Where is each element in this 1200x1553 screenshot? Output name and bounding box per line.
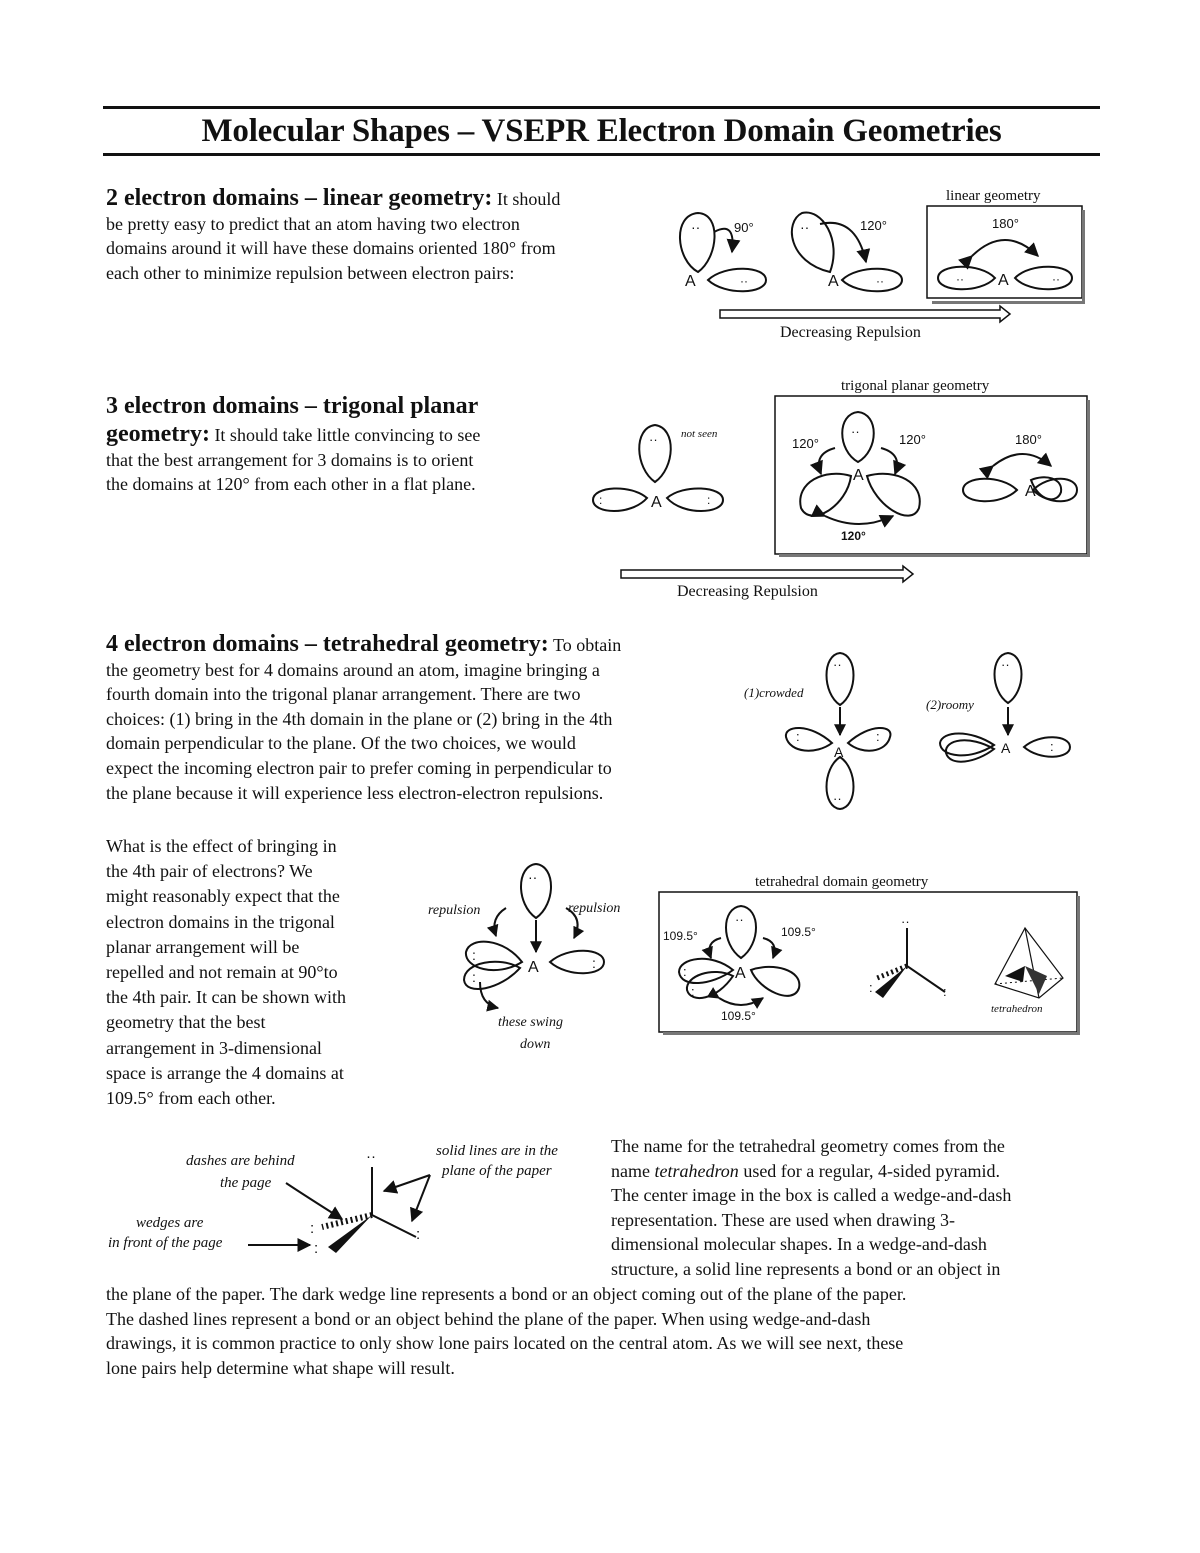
svg-text:109.5°: 109.5° bbox=[721, 1009, 756, 1023]
atom-a-label: A bbox=[685, 273, 696, 290]
svg-text:A: A bbox=[834, 744, 844, 760]
lobe bbox=[792, 212, 834, 272]
tetrahedral-box-figure bbox=[655, 866, 1085, 1046]
section-4-text: 4 electron domains – tetrahedral geometry: To obtain the geometry best for 4 domains around an atom, imagine bringing a fourth domain into the trigonal planar arrangement. There are two choices: (1) bring in the 4th domain in the plane or (2) bring in the 4th domain perpendicular to the plane. Of the two choices, we would expect the incoming electron pair to prefer coming in perpendicular to the plane because it will experience less electron-electron repulsions. bbox=[106, 631, 622, 803]
lobe bbox=[963, 479, 1017, 502]
svg-text::: : bbox=[592, 955, 596, 971]
repulsion-left-label: repulsion bbox=[428, 903, 481, 918]
svg-text:··: ·· bbox=[1001, 657, 1010, 672]
crowded-roomy-figure bbox=[740, 645, 1090, 815]
repulsion-figure bbox=[420, 860, 650, 1060]
tetrahedral-box-title: tetrahedral domain geometry bbox=[755, 874, 929, 890]
linear-geometry-figure bbox=[670, 180, 1110, 350]
svg-text::: : bbox=[472, 969, 476, 985]
svg-text:A: A bbox=[998, 272, 1009, 289]
section-2-heading: 2 electron domains – linear geometry: bbox=[106, 185, 493, 211]
svg-text:··: ·· bbox=[851, 424, 860, 439]
svg-text:··: ·· bbox=[528, 869, 538, 885]
svg-text::: : bbox=[416, 1226, 421, 1243]
svg-text::: : bbox=[310, 1220, 315, 1237]
svg-text:··: ·· bbox=[649, 432, 658, 447]
svg-text:109.5°: 109.5° bbox=[781, 925, 816, 939]
svg-text:··: ·· bbox=[876, 274, 884, 288]
section-4-heading: 4 electron domains – tetrahedral geometry: bbox=[106, 631, 549, 657]
svg-text:··: ·· bbox=[735, 912, 744, 927]
trigonal-planar-figure bbox=[585, 370, 1105, 605]
page-title: Molecular Shapes – VSEPR Electron Domain Geometries bbox=[201, 113, 1002, 149]
svg-text:A: A bbox=[853, 467, 864, 484]
dashes-label-1: dashes are behind bbox=[186, 1153, 295, 1169]
svg-text:A: A bbox=[1025, 483, 1036, 500]
tetrahedron-label: tetrahedron bbox=[991, 1003, 1043, 1015]
lobe bbox=[938, 267, 995, 290]
svg-text:A: A bbox=[1001, 740, 1011, 756]
svg-text::: : bbox=[314, 1240, 319, 1257]
svg-text::: : bbox=[869, 980, 873, 995]
svg-text:A: A bbox=[528, 959, 539, 976]
angle-180-label: 180° bbox=[1015, 432, 1042, 447]
linear-box-title: linear geometry bbox=[946, 188, 1041, 204]
solid-label-2: plane of the paper bbox=[442, 1163, 552, 1179]
repulsion-right-label: repulsion bbox=[568, 901, 621, 916]
svg-text:··: ·· bbox=[740, 274, 748, 288]
svg-text:120°: 120° bbox=[792, 436, 819, 451]
svg-text::: : bbox=[943, 984, 947, 999]
svg-text:··: ·· bbox=[901, 914, 910, 929]
svg-text::: : bbox=[472, 947, 476, 963]
swing-label-2: down bbox=[520, 1037, 551, 1052]
svg-text:A: A bbox=[735, 965, 746, 982]
final-paragraph-right: The name for the tetrahedral geometry comes from the name tetrahedron used for a regular, 4-sided pyramid. The center image in the box is called a wedge-and-dash representation. These are used when drawing 3- dimensional molecular shapes. In a wedge-and-dash structure, a solid line represents a bond or an object in bbox=[611, 1136, 1012, 1279]
svg-text:··: ·· bbox=[833, 657, 842, 672]
svg-text:··: ·· bbox=[800, 219, 810, 235]
svg-text:··: ·· bbox=[833, 791, 842, 806]
effect-text: What is the effect of bringing in the 4th pair of electrons? We might reasonably expect that the electron domains in the trigonal planar arrangement will be repelled and not remain at 90°to the 4th pair. It can be shown with geometry that the best arrangement in 3-dimensional space is arrange the 4 domains at 109.5° from each other. bbox=[106, 836, 346, 1109]
svg-text::: : bbox=[707, 493, 711, 507]
section-2-text: 2 electron domains – linear geometry: It should be pretty easy to predict that an atom having two electron domains around it will have these domains oriented 180° from each other to minimize repulsion between electron pairs: bbox=[106, 185, 561, 283]
svg-text:··: ·· bbox=[366, 1148, 376, 1165]
angle-120-label: 120° bbox=[860, 218, 887, 233]
title-underline bbox=[103, 153, 1100, 156]
crowded-label: (1)crowded bbox=[744, 685, 804, 700]
section-3-text: 3 electron domains – trigonal planar geometry: It should take little convincing to see that the best arrangement for 3 domains is to orient the domains at 120° from each other in a flat plane. bbox=[106, 390, 586, 497]
svg-text:120°: 120° bbox=[899, 432, 926, 447]
lobe bbox=[800, 474, 851, 516]
lobe bbox=[708, 269, 766, 292]
svg-text:109.5°: 109.5° bbox=[663, 929, 698, 943]
final-paragraph-full: the plane of the paper. The dark wedge line represents a bond or an object coming out of the plane of the paper. The dashed lines represent a bond or an object behind the plane of the paper. When using wedge-and-dash drawings, it is common practice to only show lone pairs located on the central atom. As we will see next, these lone pairs help determine what shape will result. bbox=[106, 1284, 907, 1378]
svg-text:··: ·· bbox=[1052, 272, 1060, 286]
trigonal-box-title: trigonal planar geometry bbox=[841, 378, 990, 394]
lobe bbox=[867, 474, 920, 516]
svg-text:A: A bbox=[828, 273, 839, 290]
section-3-heading: 3 electron domains – trigonal planar bbox=[106, 393, 479, 419]
svg-text::: : bbox=[683, 964, 687, 979]
top-rule bbox=[103, 106, 1100, 109]
lobe bbox=[842, 269, 902, 292]
angle-180-label: 180° bbox=[992, 216, 1019, 231]
lobe bbox=[1015, 267, 1072, 290]
svg-text:A: A bbox=[651, 494, 662, 511]
lone-pair-dots: ·· bbox=[691, 219, 701, 235]
swing-label-1: these swing bbox=[498, 1015, 563, 1030]
decreasing-repulsion-label: Decreasing Repulsion bbox=[780, 324, 921, 341]
svg-text::: : bbox=[876, 729, 880, 744]
svg-text::: : bbox=[599, 493, 603, 507]
wedges-label-2: in front of the page bbox=[108, 1235, 223, 1251]
svg-text:··: ·· bbox=[956, 272, 964, 286]
angle-90-label: 90° bbox=[734, 220, 754, 235]
dashes-label-2: the page bbox=[220, 1175, 272, 1191]
wedge-dash-legend-figure bbox=[100, 1135, 600, 1265]
svg-text::: : bbox=[1050, 739, 1054, 754]
wedges-label-1: wedges are bbox=[136, 1215, 204, 1231]
roomy-label: (2)roomy bbox=[926, 697, 974, 712]
svg-text::: : bbox=[691, 984, 695, 999]
not-seen-label: not seen bbox=[681, 428, 718, 440]
svg-text::: : bbox=[796, 729, 800, 744]
svg-text:120°: 120° bbox=[841, 529, 866, 543]
solid-label-1: solid lines are in the bbox=[436, 1143, 558, 1159]
decreasing-repulsion-label-2: Decreasing Repulsion bbox=[677, 583, 818, 600]
